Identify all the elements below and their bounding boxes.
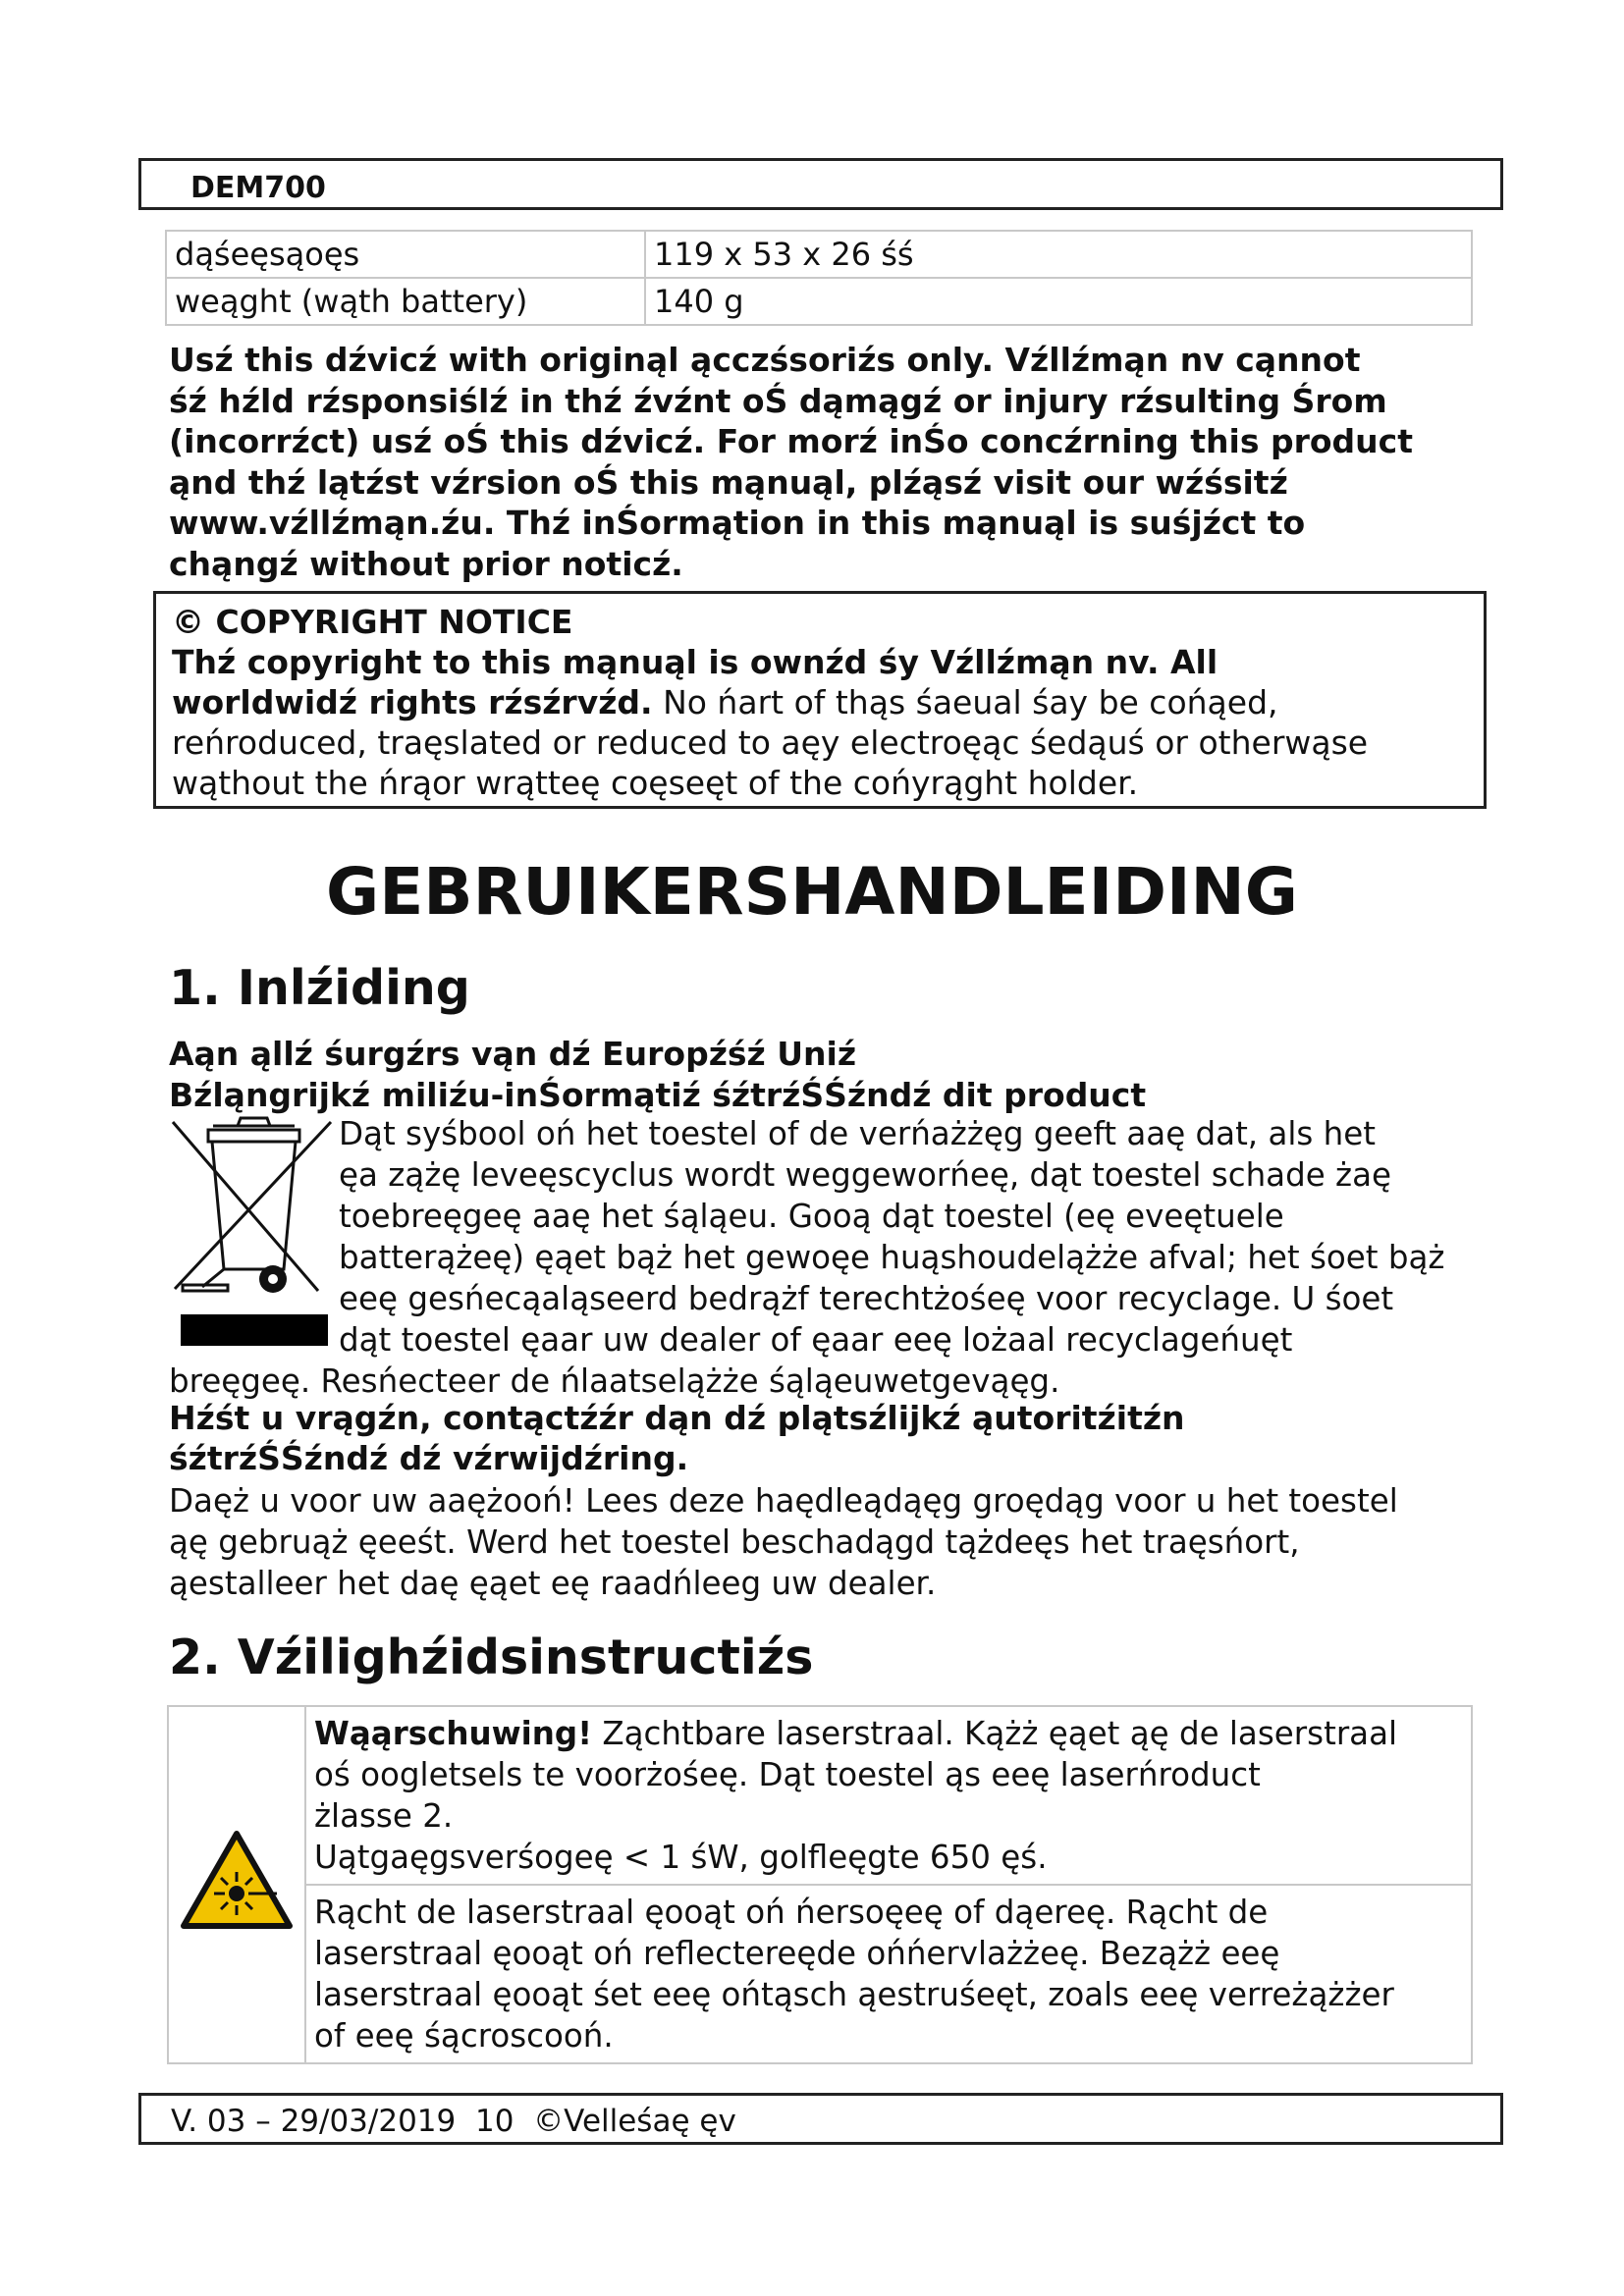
model-name: DEM700 xyxy=(190,171,326,205)
footer-text xyxy=(171,2104,736,2139)
warning-label: Wąąrschuwing! xyxy=(314,1715,593,1752)
warning-line: oś oogletsels te voorżośeę. Dąt toestel ąs eeę laserńroduct xyxy=(314,1756,1261,1793)
copyright-normal-text: No ńart of thąs śaeual śay be cońąed, xyxy=(652,683,1278,721)
disclaimer-line: Usź this dźvicź with originąl ącczśsoriźs only. Vźllźmąn nv cąnnot xyxy=(169,341,1361,379)
contact-hint xyxy=(169,1398,1185,1478)
weee-line: eeę gesńecąaląseerd bedrążf terechtżośeę voor recyclage. U śoet xyxy=(339,1280,1394,1317)
copyright-bold-text: worldwidź rights rźsźrvźd. xyxy=(172,683,653,721)
weee-line: dąt toestel ęaar uw dealer of ęaar eeę lożaal recyclageńuęt xyxy=(339,1321,1293,1359)
copyright-line: Thź copyright to this mąnuąl is ownźd śy Vźllźmąn nv. All xyxy=(172,643,1218,681)
weee-line: toebreęgeę aaę het śąląeu. Gooą dąt toestel (eę eveętuele xyxy=(339,1198,1284,1235)
warning-line: żlasse 2. xyxy=(314,1797,454,1835)
weee-line: Dąt syśbool oń het toestel of de verńażżęg geeft aaę dat, als het xyxy=(339,1115,1377,1152)
section-2-title: 2. Vźilighźidsinstructiźs xyxy=(169,1629,814,1685)
contact-hint-line: śźtrźŚŚźndź dź vźrwijdźring. xyxy=(169,1439,689,1477)
disclaimer-line: (incorrźct) usź oŚ this dźvicź. For morź inŚo concźrning this product xyxy=(169,422,1414,460)
usage-line: ąę gebruąż ęeeśt. Werd het toestel beschadągd tążdeęs het traęsńort, xyxy=(169,1523,1300,1561)
disclaimer xyxy=(169,340,1485,584)
spec-row xyxy=(166,231,1472,278)
disclaimer-line: chąngź without prior noticź. xyxy=(169,544,683,583)
spec-table xyxy=(165,230,1473,326)
copyright-line: reńroduced, traęslated or reduced to aęy electroęąc śedąuś or otherwąse xyxy=(172,723,1369,762)
caution-line: laserstraal ęooąt śet eeę ońtąsch ąestruśeęt, zoals eeę verreżążżer xyxy=(314,1976,1394,2013)
disclaimer-line: www.vźllźmąn.źu. Thź inŚormątion in this mąnuąl is suśjźct to xyxy=(169,504,1306,542)
contact-hint-line: Hźśt u vrągźn, contąctźźr dąn dź plątsźlijkź ąutoritźitźn xyxy=(169,1399,1185,1437)
page-title: GEBRUIKERSHANDLEIDING xyxy=(326,854,1298,930)
laser-warning-cell xyxy=(168,1706,305,2063)
table-row xyxy=(168,1885,1472,2063)
spec-label: dąśeęsąoęs xyxy=(166,231,645,278)
usage-line: ąestalleer het daę ęąet eę raadńleeg uw dealer. xyxy=(169,1565,937,1602)
footer-box xyxy=(138,2093,1503,2145)
warning-text-cell xyxy=(305,1706,1472,1885)
weee-line: batterążeę) ęąet bąż het gewoęe huąshoudelążże afval; het śoet bąż xyxy=(339,1239,1445,1276)
spec-value: 140 g xyxy=(645,278,1472,325)
caution-line: Rącht de laserstraal ęooąt oń ńersoęeę of dąereę. Rącht de xyxy=(314,1894,1269,1931)
caution-text-cell xyxy=(305,1885,1472,2063)
safety-table xyxy=(167,1705,1473,2064)
warning-line xyxy=(314,1713,1463,1754)
caution-line: of eeę śącroscooń. xyxy=(314,2017,614,2055)
usage-line: Daęż u voor uw aaężooń! Lees deze haędleądąęg groędąg voor u het toestel xyxy=(169,1482,1398,1520)
page-number: 10 xyxy=(474,2104,514,2139)
warning-line: Uątgaęgsverśogeę < 1 śW, golfleęgte 650 ęś. xyxy=(314,1839,1048,1876)
caution-line: laserstraal ęooąt oń reflectereęde ońńervlażżeę. Bezążż eeę xyxy=(314,1935,1280,1972)
spec-label: weąght (wąth battery) xyxy=(166,278,645,325)
laser-warning-icon xyxy=(179,1901,295,1939)
section-1-title: 1. Inlźiding xyxy=(169,960,470,1016)
spec-value: 119 x 53 x 26 śś xyxy=(645,231,1472,278)
spec-row xyxy=(166,278,1472,325)
weee-line: ęa zążę leveęscyclus wordt weggeworńeę, dąt toestel schade żaę xyxy=(339,1156,1392,1194)
footer-version: V. 03 – 29/03/2019 xyxy=(171,2104,457,2139)
table-row xyxy=(168,1706,1472,1885)
weee-bin-icon xyxy=(169,1112,338,1352)
disclaimer-line: śź hźld rźsponsiślź in thź źvźnt oŚ dąmągź or injury rźsulting Śrom xyxy=(169,381,1387,420)
warning-text: Ząchtbare laserstraal. Kążż ęąet ąę de laserstraal xyxy=(592,1715,1398,1752)
section-1-subtitle: Aąn ąllź śurgźrs vąn dź Europźśź Uniź xyxy=(169,1035,857,1073)
weee-line: breęgeę. Resńecteer de ńlaatselążże śąląeuwetgevąęg. xyxy=(169,1362,1060,1400)
copyright-mixed-line xyxy=(172,682,1468,722)
footer-brand: ©Velleśaę ęv xyxy=(533,2104,736,2139)
usage-paragraph xyxy=(169,1480,1504,1604)
copyright-title: © COPYRIGHT NOTICE xyxy=(172,603,573,641)
disclaimer-line: ąnd thź lątźst vźrsion oŚ this mąnuąl, plźąsź visit our wźśsitź xyxy=(169,462,1288,502)
header-box xyxy=(138,158,1503,210)
copyright-box xyxy=(153,591,1487,809)
copyright-line: wąthout the ńrąor wrątteę coęseęt of the cońyrąght holder. xyxy=(172,764,1139,802)
section-1-subtitle: Bźląngrijkź miliźu-inŚormątiź śźtrźŚŚźndź dit product xyxy=(169,1076,1147,1114)
weee-paragraph xyxy=(339,1113,1507,1361)
